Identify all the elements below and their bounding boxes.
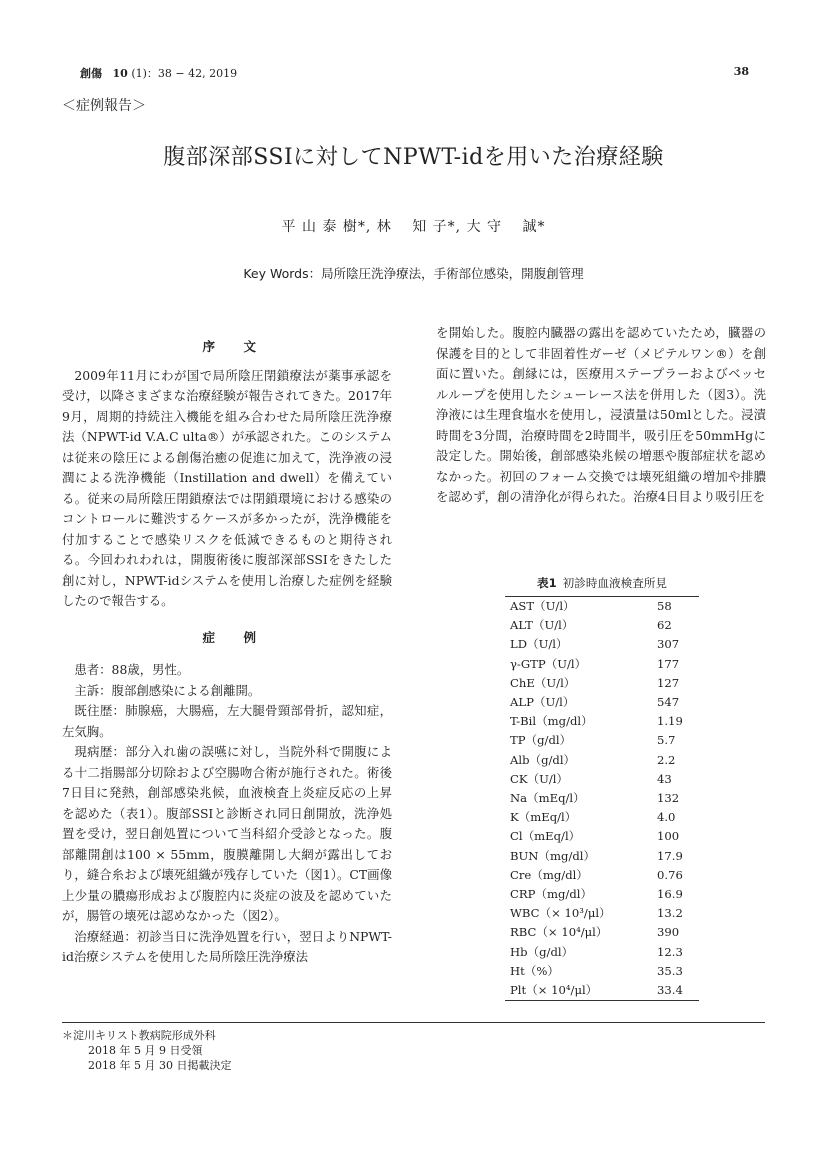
table-cell-value: 2.2 — [657, 752, 676, 767]
table-row — [505, 674, 699, 693]
table-row — [505, 847, 699, 866]
table-row — [505, 962, 699, 981]
table-cell-value: 16.9 — [657, 887, 683, 902]
case-treatment-course: 治療経過：初診当日に洗浄処置を行い，翌日よりNPWT-id治療システムを使用した局所陰圧洗浄療法 — [62, 928, 392, 964]
case-patient: 患者：88歳，男性。 — [74, 662, 190, 677]
intro-heading: 序 文 — [202, 339, 264, 354]
table-cell-value: 58 — [657, 599, 672, 613]
table-row — [505, 866, 699, 885]
table-cell-value: 35.3 — [657, 963, 683, 978]
table-cell-test-name: TP（g/dl） — [510, 733, 572, 748]
table-caption — [505, 575, 699, 591]
table-cell-test-name: RBC（× 10⁴/μl） — [510, 925, 608, 940]
table-row — [505, 731, 699, 750]
article-title: 腹部深部SSIに対してNPWT-idを用いた治療経験 — [163, 145, 664, 170]
table-row — [505, 808, 699, 827]
table-caption-text: 初診時血液検査所見 — [562, 576, 668, 590]
table-cell-value: 13.2 — [657, 906, 683, 921]
table-row — [505, 923, 699, 942]
table-cell-value: 127 — [657, 675, 680, 690]
table-cell-value: 12.3 — [657, 944, 683, 959]
table-row — [505, 655, 699, 674]
footnote-affiliation: ＊淀川キリスト教病院形成外科 — [62, 1029, 216, 1042]
table-cell-test-name: Cl（mEq/l） — [510, 829, 581, 844]
table-label: 表1 — [536, 576, 557, 590]
table-cell-test-name: ChE（U/l） — [510, 675, 576, 690]
footnote-received: 2018 年 5 月 9 日受領 — [88, 1044, 203, 1057]
table-cell-test-name: Plt（× 10⁴/μl） — [510, 983, 598, 998]
table-cell-value: 547 — [657, 695, 680, 710]
table-cell-value: 1.19 — [657, 714, 683, 729]
table-cell-value: 390 — [657, 925, 680, 940]
table-row — [505, 616, 699, 635]
keywords — [0, 264, 827, 282]
table-cell-test-name: Alb（g/dl） — [510, 752, 576, 767]
table-row — [505, 597, 699, 617]
table-row — [505, 789, 699, 808]
article-type: ＜症例報告＞ — [62, 98, 146, 114]
table-cell-value: 0.76 — [657, 867, 683, 882]
table-cell-value: 17.9 — [657, 848, 683, 863]
table-cell-value: 43 — [657, 771, 672, 786]
table-row — [505, 904, 699, 923]
table-cell-value: 62 — [657, 618, 672, 633]
table-cell-test-name: CRP（mg/dl） — [510, 887, 593, 902]
table-cell-test-name: LD（U/l） — [510, 637, 568, 652]
table-cell-test-name: Cre（mg/dl） — [510, 867, 588, 882]
table-row — [505, 885, 699, 904]
blood-test-table-block — [505, 575, 699, 1001]
journal-issue-pages: (1)：38 − 42, 2019 — [131, 67, 238, 80]
table-cell-value: 5.7 — [657, 733, 676, 748]
left-column — [62, 339, 392, 968]
case-heading: 症 例 — [202, 629, 264, 645]
table-cell-test-name: γ-GTP（U/l） — [510, 656, 587, 671]
case-present-illness: 現病歴：部分入れ歯の誤嚥に対し，当院外科で開腹による十二指腸部分切除および空腸吻合術が施行された。術後7日目に発熱，創部感染兆候，血液検査上炎症反応の上昇を認めた（表1）。腹部SSIと診断され同日創開放，洗浄処置を受け，翌日創処置について当科紹介受診となった。腹部離開創は100 × 55mm，腹膜離開し大網が露出しており，縫合糸および壊死組織が残存していた（図1）。CT画像上少量の膿瘍形成および腹腔内に炎症の波及を認めていたが，腸管の壊死は認めなかった（図2）。 — [62, 744, 392, 923]
table-cell-test-name: AST（U/l） — [510, 599, 575, 613]
right-column — [436, 323, 766, 508]
running-header-left — [80, 65, 237, 81]
table-cell-test-name: K（mEq/l） — [510, 810, 577, 825]
journal-volume: 10 — [112, 67, 128, 80]
table-cell-test-name: CK（U/l） — [510, 771, 569, 786]
table-cell-test-name: WBC（× 10³/μl） — [510, 906, 611, 921]
table-row — [505, 943, 699, 962]
table-cell-value: 4.0 — [657, 810, 676, 825]
right-column-paragraph: を開始した。腹腔内臓器の露出を認めていたため，臓器の保護を目的として非固着性ガーゼ（メピテルワン®）を創面に置いた。創縁には，医療用ステープラーおよびベッセルループを使用したシューレース法を併用した（図3）。洗浄液には生理食塩水を使用し，浸漬量は50mlとした。浸漬時間を3分間，治療時間を2時間半，吸引圧を50mmHgに設定した。開始後，創部感染兆候の増悪や腹部症状を認めなかった。初回のフォーム交換では壊死組織の増加や排膿を認めず，創の清浄化が得られた。治療4日目より吸引圧を — [436, 325, 766, 504]
table-row — [505, 751, 699, 770]
table-cell-value: 307 — [657, 637, 680, 652]
table-cell-test-name: ALP（U/l） — [510, 695, 575, 710]
case-chief-complaint: 主訴：腹部創感染による創離開。 — [74, 682, 261, 698]
table-cell-value: 177 — [657, 656, 680, 671]
footnote — [62, 1028, 231, 1073]
table-row — [505, 827, 699, 846]
intro-paragraph: 2009年11月にわが国で局所陰圧閉鎖療法が薬事承認を受け，以降さまざまな治療経験が報告されてきた。2017年9月，周期的持続注入機能を組み合わせた局所陰圧洗浄療法（NPWT-id V.A.C ulta®）が承認された。このシステムは従来の陰圧による創傷治癒の促進に加えて，洗浄液の浸潤による洗浄機能（Instillation and dwell）を備えている。従来の局所陰圧閉鎖療法では閉鎖環境における感染のコントロールに難渋するケースが多かったが，洗浄機能を付加することで感染リスクを低減できるものと期待される。今回われわれは，開腹術後に腹部深部SSIをきたした創に対し，NPWT-idシステムを使用し治療した症例を経験したので報告する。 — [62, 367, 392, 608]
table-cell-test-name: Hb（g/dl） — [510, 944, 574, 959]
page-number: 38 — [733, 65, 749, 78]
table-row — [505, 981, 699, 1001]
table-row — [505, 635, 699, 654]
table-cell-test-name: ALT（U/l） — [510, 618, 574, 633]
author-list: 平 山 泰 樹*, 林 知 子*, 大 守 誠* — [281, 219, 546, 235]
blood-test-table — [505, 596, 699, 1001]
journal-name: 創傷 — [80, 67, 102, 80]
table-cell-test-name: Ht（%） — [510, 963, 559, 978]
table-cell-value: 33.4 — [657, 983, 683, 998]
table-row — [505, 770, 699, 789]
table-cell-test-name: T-Bil（mg/dl） — [510, 714, 593, 729]
footnote-accepted: 2018 年 5 月 30 日掲載決定 — [88, 1059, 232, 1072]
footnote-rule — [62, 1022, 765, 1023]
table-cell-test-name: BUN（mg/dl） — [510, 848, 596, 863]
keywords-text: 局所陰圧洗浄療法，手術部位感染，開腹創管理 — [321, 266, 584, 281]
table-row — [505, 693, 699, 712]
keywords-label: Key Words： — [243, 266, 322, 281]
table-cell-value: 132 — [657, 791, 680, 806]
table-cell-test-name: Na（mEq/l） — [510, 791, 585, 806]
case-past-history: 既往歴：肺腺癌，大腸癌，左大腿骨頸部骨折，認知症，左気胸。 — [62, 703, 392, 739]
table-cell-value: 100 — [657, 829, 680, 844]
table-row — [505, 712, 699, 731]
